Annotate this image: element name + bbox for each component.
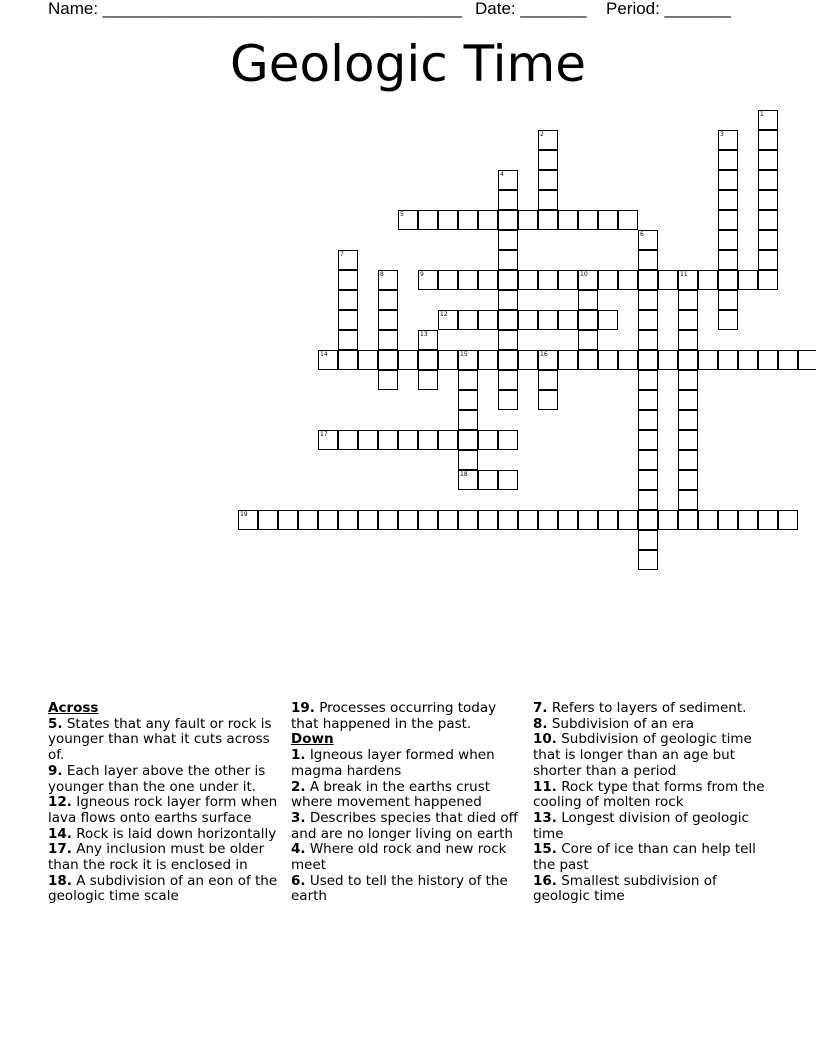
grid-cell[interactable] [418,510,438,530]
grid-cell[interactable] [718,170,738,190]
grid-cell[interactable] [738,510,758,530]
across-heading: Across [48,700,99,716]
grid-cell[interactable] [478,350,498,370]
clue-across-9: 9. Each layer above the other is younger than the one under it. [48,762,266,795]
grid-cell[interactable] [438,510,458,530]
grid-cell[interactable] [458,470,478,490]
grid-cell[interactable] [538,190,558,210]
grid-cell[interactable] [738,350,758,370]
grid-cell[interactable] [498,370,518,390]
grid-cell-number: 12 [440,311,448,318]
grid-cell[interactable] [578,350,598,370]
grid-cell[interactable] [538,370,558,390]
grid-cell[interactable] [718,230,738,250]
grid-cell[interactable] [718,190,738,210]
grid-cell[interactable] [458,210,478,230]
grid-cell[interactable] [678,350,698,370]
grid-cell[interactable] [698,510,718,530]
grid-cell[interactable] [638,330,658,350]
clue-down-13: 13. Longest division of geologic time [533,809,749,842]
grid-cell[interactable] [578,270,598,290]
grid-cell[interactable] [438,270,458,290]
grid-cell[interactable] [718,350,738,370]
date-field[interactable]: Date: _______ [475,0,587,18]
grid-cell[interactable] [338,350,358,370]
grid-cell[interactable] [478,210,498,230]
grid-cell[interactable] [478,510,498,530]
grid-cell-number: 3 [720,131,724,138]
grid-cell[interactable] [518,510,538,530]
grid-cell[interactable] [678,290,698,310]
grid-cell[interactable] [378,350,398,370]
grid-cell[interactable] [718,150,738,170]
grid-cell[interactable] [398,510,418,530]
grid-cell-number: 6 [640,231,644,238]
grid-cell[interactable] [658,270,678,290]
grid-cell[interactable] [638,490,658,510]
grid-cell[interactable] [558,210,578,230]
grid-cell[interactable] [778,350,798,370]
grid-cell[interactable] [758,170,778,190]
grid-cell[interactable] [638,270,658,290]
grid-cell[interactable] [618,270,638,290]
grid-cell[interactable] [458,410,478,430]
grid-cell[interactable] [638,310,658,330]
grid-cell[interactable] [498,430,518,450]
grid-cell[interactable] [678,330,698,350]
grid-cell[interactable] [718,250,738,270]
grid-cell[interactable] [738,270,758,290]
clue-across-5: 5. States that any fault or rock is younger than what it cuts across of. [48,715,272,764]
grid-cell[interactable] [518,210,538,230]
grid-cell[interactable] [438,310,458,330]
grid-cell[interactable] [578,330,598,350]
clue-down-11: 11. Rock type that forms from the cooling of molten rock [533,778,765,811]
grid-cell[interactable] [598,310,618,330]
grid-cell[interactable] [458,310,478,330]
grid-cell[interactable] [758,190,778,210]
grid-cell[interactable] [418,370,438,390]
grid-cell[interactable] [538,150,558,170]
clue-down-2: 2. A break in the earths crust where movement happened [291,778,491,811]
grid-cell[interactable] [438,350,458,370]
grid-cell[interactable] [638,430,658,450]
grid-cell[interactable] [638,370,658,390]
grid-cell-number: 13 [420,331,428,338]
grid-cell[interactable] [758,250,778,270]
grid-cell[interactable] [418,330,438,350]
grid-cell[interactable] [378,290,398,310]
grid-cell[interactable] [498,170,518,190]
grid-cell[interactable] [498,250,518,270]
grid-cell[interactable] [498,290,518,310]
grid-cell[interactable] [638,550,658,570]
grid-cell[interactable] [398,350,418,370]
grid-cell[interactable] [578,210,598,230]
grid-cell[interactable] [758,130,778,150]
grid-cell-number: 2 [540,131,544,138]
grid-cell[interactable] [378,330,398,350]
grid-cell[interactable] [758,350,778,370]
grid-cell[interactable] [718,210,738,230]
grid-cell-number: 5 [400,211,404,218]
grid-cell[interactable] [598,270,618,290]
grid-cell[interactable] [338,330,358,350]
grid-cell[interactable] [678,310,698,330]
grid-cell-number: 4 [500,171,504,178]
grid-cell[interactable] [318,510,338,530]
grid-cell[interactable] [478,270,498,290]
grid-cell[interactable] [418,270,438,290]
grid-cell[interactable] [718,130,738,150]
clue-down-15: 15. Core of ice than can help tell the past [533,841,756,874]
grid-cell[interactable] [258,510,278,530]
grid-cell[interactable] [478,430,498,450]
clue-column-3 [533,701,768,905]
grid-cell[interactable] [638,390,658,410]
grid-cell[interactable] [638,470,658,490]
grid-cell-number: 18 [460,471,468,478]
grid-cell[interactable] [398,210,418,230]
grid-cell[interactable] [378,510,398,530]
grid-cell[interactable] [758,270,778,290]
grid-cell[interactable] [478,310,498,330]
grid-cell[interactable] [498,310,518,330]
grid-cell[interactable] [498,470,518,490]
grid-cell[interactable] [538,210,558,230]
grid-cell[interactable] [798,350,816,370]
grid-cell[interactable] [358,510,378,530]
grid-cell[interactable] [418,350,438,370]
grid-cell[interactable] [478,470,498,490]
grid-cell[interactable] [338,310,358,330]
grid-cell[interactable] [618,350,638,370]
grid-cell[interactable] [658,350,678,370]
grid-cell[interactable] [318,350,338,370]
clue-down-3: 3. Describes species that died off and are no longer living on earth [291,809,518,842]
grid-cell[interactable] [498,210,518,230]
grid-cell[interactable] [558,310,578,330]
grid-cell-number: 10 [580,271,588,278]
grid-cell[interactable] [678,410,698,430]
grid-cell[interactable] [418,430,438,450]
grid-cell[interactable] [758,210,778,230]
grid-cell[interactable] [678,470,698,490]
grid-cell[interactable] [578,290,598,310]
grid-cell-number: 9 [420,271,424,278]
grid-cell[interactable] [558,270,578,290]
grid-cell[interactable] [338,250,358,270]
grid-cell[interactable] [278,510,298,530]
grid-cell[interactable] [678,510,698,530]
grid-cell[interactable] [758,110,778,130]
clue-down-16: 16. Smallest subdivision of geologic time [533,872,717,905]
grid-cell[interactable] [298,510,318,530]
grid-cell-number: 11 [680,271,688,278]
page-title: Geologic Time [230,35,586,93]
grid-cell[interactable] [378,370,398,390]
grid-cell[interactable] [538,510,558,530]
clue-down-10: 10. Subdivision of geologic time that is longer than an age but shorter than a period [533,731,752,779]
grid-cell[interactable] [338,270,358,290]
grid-cell[interactable] [538,170,558,190]
clue-across-12: 12. Igneous rock layer form when lava flows onto earths surface [48,794,278,826]
grid-cell[interactable] [538,390,558,410]
clue-across-19: 19. Processes occurring today that happened in the past. [291,700,497,732]
grid-cell[interactable] [598,210,618,230]
grid-cell[interactable] [698,270,718,290]
grid-cell[interactable] [498,270,518,290]
grid-cell[interactable] [518,310,538,330]
grid-cell[interactable] [338,510,358,530]
grid-cell[interactable] [238,510,258,530]
grid-cell[interactable] [338,290,358,310]
grid-cell[interactable] [378,430,398,450]
grid-cell[interactable] [438,210,458,230]
grid-cell[interactable] [758,510,778,530]
clue-down-4: 4. Where old rock and new rock meet [291,841,507,874]
grid-cell[interactable] [378,270,398,290]
grid-cell[interactable] [778,510,798,530]
grid-cell[interactable] [638,250,658,270]
grid-cell[interactable] [458,450,478,470]
clue-down-6: 6. Used to tell the history of the earth [291,872,508,905]
grid-cell[interactable] [538,350,558,370]
grid-cell[interactable] [618,510,638,530]
clue-down-8: 8. Subdivision of an era [533,715,695,732]
grid-cell[interactable] [718,510,738,530]
grid-cell[interactable] [498,390,518,410]
grid-cell[interactable] [558,350,578,370]
grid-cell[interactable] [498,190,518,210]
grid-cell-number: 1 [760,111,764,118]
grid-cell[interactable] [578,510,598,530]
grid-cell[interactable] [678,370,698,390]
grid-cell[interactable] [678,450,698,470]
grid-cell[interactable] [438,430,458,450]
grid-cell[interactable] [358,350,378,370]
grid-cell-number: 8 [380,271,384,278]
grid-cell[interactable] [498,230,518,250]
grid-cell-number: 16 [540,351,548,358]
grid-cell[interactable] [578,310,598,330]
grid-cell[interactable] [458,270,478,290]
grid-cell[interactable] [458,510,478,530]
grid-cell[interactable] [558,510,578,530]
grid-cell[interactable] [678,490,698,510]
grid-cell[interactable] [498,350,518,370]
grid-cell[interactable] [458,430,478,450]
clue-column-1 [48,701,283,905]
clue-column-2 [291,701,526,905]
grid-cell[interactable] [718,270,738,290]
grid-cell[interactable] [658,510,678,530]
grid-cell-number: 14 [320,351,328,358]
grid-cell[interactable] [538,270,558,290]
grid-cell[interactable] [678,390,698,410]
clue-across-17: 17. Any inclusion must be older than the rock it is enclosed in [48,841,265,874]
period-field[interactable]: Period: _______ [606,0,731,18]
clue-down-1: 1. Igneous layer formed when magma hardens [291,747,495,779]
grid-cell[interactable] [338,430,358,450]
grid-cell[interactable] [758,230,778,250]
grid-cell[interactable] [638,450,658,470]
grid-cell[interactable] [598,350,618,370]
grid-cell[interactable] [618,210,638,230]
grid-cell[interactable] [458,390,478,410]
grid-cell[interactable] [598,510,618,530]
grid-cell[interactable] [638,510,658,530]
grid-cell[interactable] [638,290,658,310]
grid-cell[interactable] [318,430,338,450]
grid-cell[interactable] [638,350,658,370]
grid-cell[interactable] [458,350,478,370]
grid-cell-number: 7 [340,251,344,258]
grid-cell[interactable] [638,230,658,250]
grid-cell-number: 15 [460,351,468,358]
clue-across-18: 18. A subdivision of an eon of the geologic time scale [48,872,278,905]
clue-across-14: 14. Rock is laid down horizontally [48,825,277,842]
grid-cell[interactable] [538,130,558,150]
grid-cell[interactable] [358,430,378,450]
grid-cell[interactable] [378,310,398,330]
grid-cell[interactable] [458,370,478,390]
grid-cell[interactable] [398,430,418,450]
grid-cell[interactable] [638,530,658,550]
grid-cell[interactable] [498,510,518,530]
grid-cell[interactable] [638,410,658,430]
grid-cell[interactable] [678,270,698,290]
grid-cell[interactable] [718,290,738,310]
grid-cell-number: 19 [240,511,248,518]
grid-cell[interactable] [538,310,558,330]
grid-cell[interactable] [678,430,698,450]
grid-cell-number: 17 [320,431,328,438]
grid-cell[interactable] [418,210,438,230]
grid-cell[interactable] [698,350,718,370]
grid-cell[interactable] [518,350,538,370]
name-field[interactable]: Name: ______________________________________ [48,0,463,18]
down-heading: Down [291,731,334,748]
clue-down-7: 7. Refers to layers of sediment. [533,700,747,716]
grid-cell[interactable] [518,270,538,290]
grid-cell[interactable] [718,310,738,330]
grid-cell[interactable] [498,330,518,350]
grid-cell[interactable] [758,150,778,170]
